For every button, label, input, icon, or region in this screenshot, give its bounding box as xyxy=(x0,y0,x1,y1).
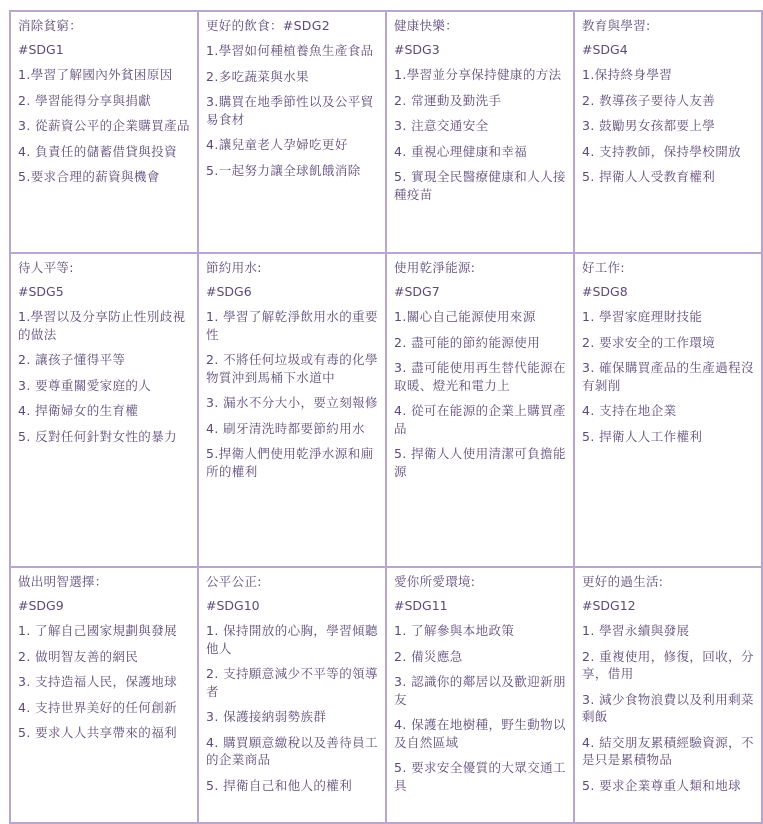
sdg-action-item: 5. 捍衛人人工作權利 xyxy=(582,428,703,444)
sdg-code: #SDG4 xyxy=(582,42,628,57)
sdg-cell xyxy=(574,11,762,253)
sdg-cell xyxy=(198,253,386,567)
sdg-action-item: 4. 重視心理健康和幸福 xyxy=(394,143,528,159)
sdg-action-item: 3. 確保購買產品的生產過程沒有剝削 xyxy=(582,360,754,393)
sdg-action-item: 4. 刷牙清洗時都要節約用水 xyxy=(206,420,366,436)
table-row xyxy=(10,567,762,823)
sdg-action-item: 2. 盡可能的節約能源使用 xyxy=(394,334,541,350)
sdg-code: #SDG7 xyxy=(394,284,440,299)
sdg-action-item: 3. 要尊重關愛家庭的人 xyxy=(18,377,152,393)
sdg-action-item: 1.保持終身學習 xyxy=(582,67,673,82)
sdg-code: #SDG8 xyxy=(582,284,628,299)
sdg-title: 節約用水: xyxy=(206,260,262,275)
sdg-action-item: 3. 盡可能使用再生替代能源在取暖、燈光和電力上 xyxy=(394,360,566,393)
sdg-code: #SDG3 xyxy=(394,42,440,57)
sdg-action-item: 1.學習如何種植養魚生產食品 xyxy=(206,43,374,58)
sdg-code: #SDG6 xyxy=(206,284,252,299)
sdg-code: #SDG1 xyxy=(18,42,64,57)
sdg-action-item: 3. 注意交通安全 xyxy=(394,118,489,133)
sdg-action-item: 5. 要求企業尊重人類和地球 xyxy=(582,777,742,793)
sdg-action-item: 4. 捍衛婦女的生育權 xyxy=(18,403,139,418)
sdg-cell xyxy=(386,253,574,567)
sdg-title: 更好的過生活: xyxy=(582,574,664,589)
sdg-cell xyxy=(574,567,762,823)
sdg-action-item: 2. 備災應急 xyxy=(394,648,463,664)
sdg-action-item: 1. 學習家庭理財技能 xyxy=(582,309,703,324)
sdg-action-item: 5. 要求安全優質的大眾交通工具 xyxy=(394,760,566,793)
sdg-code: #SDG10 xyxy=(206,598,260,613)
sdg-action-item: 3. 漏水不分大小，要立刻報修 xyxy=(206,395,378,410)
sdg-action-item: 5. 捍衛人人使用清潔可負擔能源 xyxy=(394,446,566,479)
sdg-title: 教育與學習: xyxy=(582,18,651,33)
sdg-action-item: 2. 支持願意減少不平等的領導者 xyxy=(206,666,378,699)
sdg-title: 更好的飲食：#SDG2 xyxy=(206,18,330,33)
sdg-action-item: 1. 了解自己國家規劃與發展 xyxy=(18,623,178,638)
sdg-action-item: 5. 實現全民醫療健康和人人接種疫苗 xyxy=(394,169,566,202)
sdg-code: #SDG5 xyxy=(18,284,64,299)
sdg-action-item: 4.讓兒童老人孕婦吃更好 xyxy=(206,137,348,152)
sdg-action-item: 5. 要求人人共享帶來的福利 xyxy=(18,725,178,740)
sdg-action-item: 3. 從薪資公平的企業購買產品 xyxy=(18,118,190,133)
sdg-title: 使用乾淨能源: xyxy=(394,260,476,275)
sdg-cell xyxy=(198,11,386,253)
sdg-cell xyxy=(574,253,762,567)
sdg-title: 健康快樂： xyxy=(394,18,459,33)
sdg-action-item: 2.多吃蔬菜與水果 xyxy=(206,68,310,84)
sdg-action-item: 4. 保護在地樹種，野生動物以及自然區域 xyxy=(394,717,566,750)
sdg-cell xyxy=(10,567,198,823)
sdg-action-item: 3. 支持造福人民，保護地球 xyxy=(18,674,178,689)
sdg-action-item: 1.學習並分享保持健康的方法 xyxy=(394,67,562,82)
sdg-action-item: 4. 從可在能源的企業上購買產品 xyxy=(394,403,566,436)
sdg-action-item: 1. 保持開放的心胸，學習傾聽他人 xyxy=(206,623,378,656)
sdg-title: 公平公正: xyxy=(206,574,262,589)
sdg-action-item: 2. 學習能得分享與捐獻 xyxy=(18,92,152,108)
sdg-action-item: 2. 讓孩子懂得平等 xyxy=(18,352,126,367)
sdg-action-item: 2. 教導孩子要待人友善 xyxy=(582,92,716,108)
sdg-title: 愛你所愛環境: xyxy=(394,574,476,589)
sdg-action-item: 3. 認識你的鄰居以及歡迎新朋友 xyxy=(394,674,566,707)
sdg-action-item: 5.要求合理的薪資與機會 xyxy=(18,169,160,184)
sdg-action-item: 1.學習以及分享防止性別歧視的做法 xyxy=(18,309,186,342)
sdg-action-item: 5. 反對任何針對女性的暴力 xyxy=(18,428,178,444)
sdg-action-item: 4. 購買願意繳稅以及善待員工的企業商品 xyxy=(206,734,378,767)
sdg-action-item: 5. 捍衛人人受教育權利 xyxy=(582,169,716,184)
sdg-cell xyxy=(386,11,574,253)
sdg-action-item: 3. 鼓勵男女孩都要上學 xyxy=(582,118,716,133)
sdg-cell xyxy=(198,567,386,823)
sdg-actions-table xyxy=(9,10,763,824)
sdg-action-item: 4. 支持教師，保持學校開放 xyxy=(582,143,742,159)
sdg-action-item: 3. 保護接納弱勢族群 xyxy=(206,709,327,724)
table-row xyxy=(10,11,762,253)
sdg-cell xyxy=(10,253,198,567)
sdg-title: 好工作: xyxy=(582,260,625,275)
table-row xyxy=(10,253,762,567)
sdg-action-item: 2. 常運動及勤洗手 xyxy=(394,92,502,108)
sdg-cell xyxy=(386,567,574,823)
sdg-action-item: 1.學習了解國內外貧困原因 xyxy=(18,67,173,82)
sdg-action-item: 2. 不將任何垃圾或有毒的化學物質沖到馬桶下水道中 xyxy=(206,352,378,385)
sdg-action-item: 3. 減少食物浪費以及利用剩菜剩飯 xyxy=(582,691,754,724)
sdg-action-item: 1. 了解參與本地政策 xyxy=(394,623,515,638)
sdg-action-item: 4. 支持世界美好的任何創新 xyxy=(18,699,178,715)
sdg-action-item: 4. 結交朋友累積經驗資源，不是只是累積物品 xyxy=(582,734,754,767)
sdg-action-item: 1. 學習永續與發展 xyxy=(582,623,690,638)
sdg-action-item: 2. 要求安全的工作環境 xyxy=(582,334,716,350)
sdg-action-item: 4. 負責任的儲蓄借貸與投資 xyxy=(18,143,178,159)
sdg-code: #SDG11 xyxy=(394,598,448,613)
sdg-action-item: 1.關心自己能源使用來源 xyxy=(394,309,536,324)
sdg-title: 消除貧窮： xyxy=(18,18,83,33)
sdg-action-item: 3.購買在地季節性以及公平貿易食材 xyxy=(206,94,374,127)
sdg-action-item: 1. 學習了解乾淨飲用水的重要性 xyxy=(206,309,378,342)
sdg-title: 待人平等: xyxy=(18,260,74,275)
sdg-action-item: 5.捍衛人們使用乾淨水源和廁所的權利 xyxy=(206,446,374,479)
sdg-action-item: 4. 支持在地企業 xyxy=(582,403,677,418)
sdg-title: 做出明智選擇： xyxy=(18,574,108,589)
sdg-action-item: 2. 做明智友善的網民 xyxy=(18,648,139,664)
sdg-cell xyxy=(10,11,198,253)
sdg-code: #SDG9 xyxy=(18,598,64,613)
sdg-action-item: 2. 重複使用，修復，回收，分享，借用 xyxy=(582,648,754,681)
sdg-action-item: 5. 捍衛自己和他人的權利 xyxy=(206,777,353,793)
sdg-code: #SDG12 xyxy=(582,598,636,613)
sdg-action-item: 5.一起努力讓全球飢餓消除 xyxy=(206,162,361,178)
